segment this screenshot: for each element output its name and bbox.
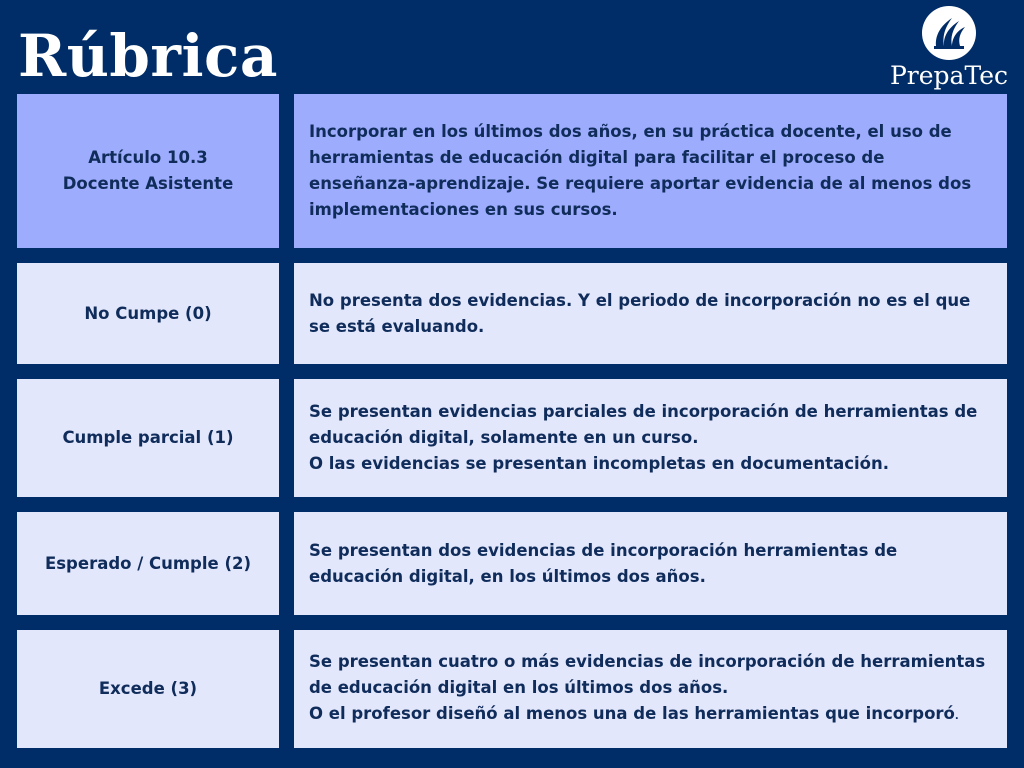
rubric-level-2 (17, 512, 279, 615)
rubric-level-2-description (294, 512, 1007, 615)
level-description: Se presentan cuatro o más evidencias de incorporación de herramientas de educación digital en los últimos dos años. O el profesor diseñó al menos una de las herramientas que incorporó (309, 651, 986, 723)
logo-text: PrepaTec (889, 61, 1008, 90)
rubric-level-1 (17, 379, 279, 497)
level-description: No presenta dos evidencias. Y el periodo de incorporación no es el que se está evaluando. (309, 290, 971, 336)
rubric-level-1-description (294, 379, 1007, 497)
level-description: Se presentan dos evidencias de incorporación herramientas de educación digital, en los últimos dos años. (309, 540, 898, 586)
level-label: Cumple parcial (1) (62, 428, 234, 447)
level-label: Esperado / Cumple (2) (44, 553, 252, 573)
rubric-level-0 (17, 263, 279, 364)
level-description: Se presentan evidencias parciales de incorporación de herramientas de educación digital, solamente en un curso. O las evidencias se presentan incompletas en documentación. (309, 402, 978, 473)
rubric-level-3 (17, 630, 279, 748)
rubric-level-0-description (294, 263, 1007, 364)
level-description-wrap (309, 649, 995, 730)
rubric-criterion-description (294, 94, 1007, 248)
torch-flame-icon (922, 6, 976, 60)
rubric-criterion-header (17, 94, 279, 248)
prepatec-logo (884, 4, 1014, 94)
rubric-level-3-description (294, 630, 1007, 748)
level-label: Excede (3) (98, 679, 198, 698)
level-label: No Cumpe (0) (84, 303, 212, 323)
trailing-period: . (954, 710, 959, 722)
criterion-description: Incorporar en los últimos dos años, en su práctica docente, el uso de herramientas de educación digital para facilitar el proceso de enseñanza-aprendizaje. Se requiere aportar evidencia de al menos dos implementaciones en sus cursos. (309, 122, 972, 219)
page-title: Rúbrica (18, 22, 278, 90)
criterion-label: Artículo 10.3 Docente Asistente (62, 148, 234, 193)
